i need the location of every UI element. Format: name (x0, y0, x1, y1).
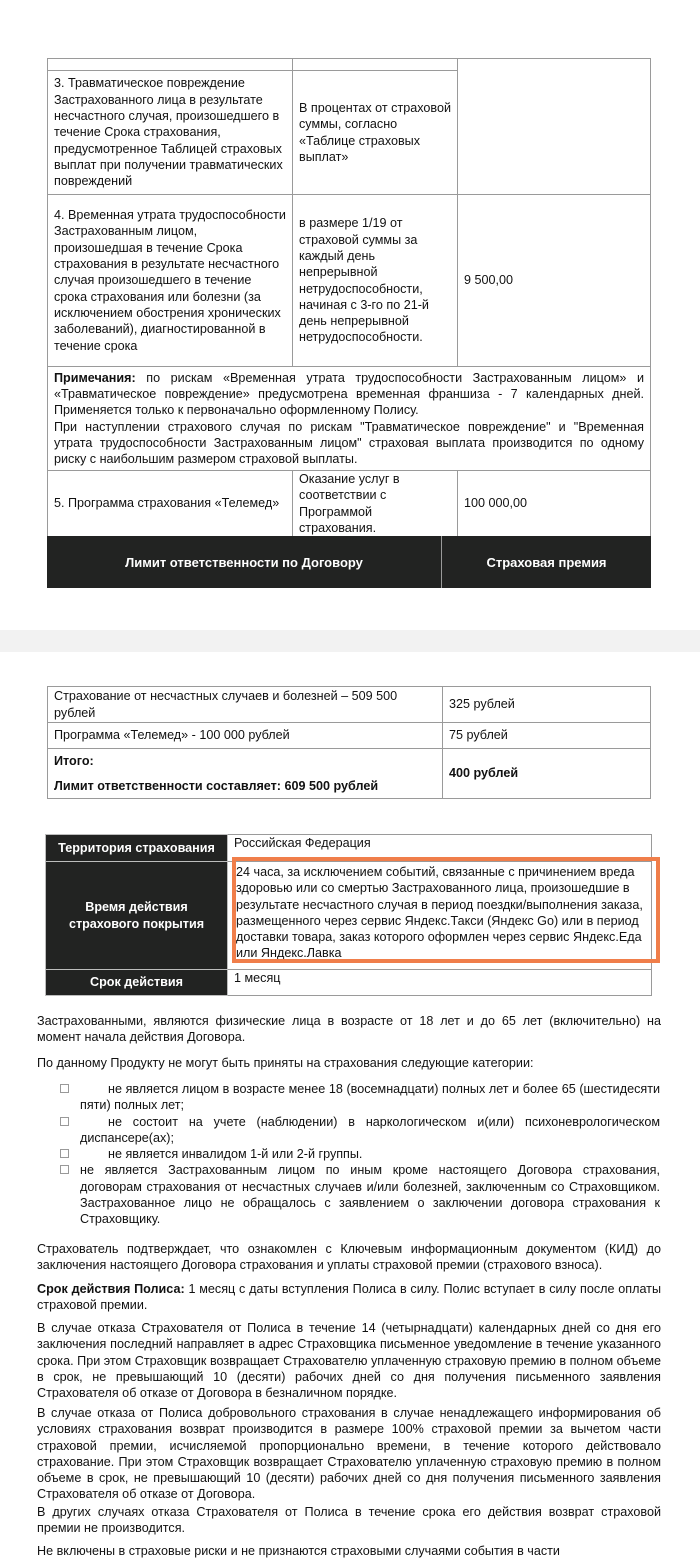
table-row (46, 862, 652, 970)
payout-cell: Оказание услуг в соответствии с Программой страхования. (293, 471, 458, 537)
coverage-value: 24 часа, за исключением событий, связанные с причинением вреда здоровью или со смертью Застрахованного лица, произошедшие в результате несчастного случая в период поездки/выполнения заказа, размещенного через сервис Яндекс.Такси (Яндекс Go) или в период доставки товара, заказ которого оформлен через сервис Яндекс.Еда или Яндекс.Лавка (228, 862, 652, 970)
term-label-bold: Срок действия Полиса: (37, 1282, 185, 1296)
total-label: Итого: (54, 753, 94, 768)
total-limit: Лимит ответственности составляет: 609 500 рублей (54, 779, 379, 793)
checkbox-icon (60, 1084, 69, 1093)
total-cell (48, 749, 443, 799)
paragraph-categories: По данному Продукту не могут быть приняты на страхования следующие категории: (37, 1056, 534, 1070)
payout-cell: В процентах от страховой суммы, согласно «Таблице страховых выплат» (293, 71, 458, 195)
list-item (60, 1114, 660, 1147)
table-cell (48, 59, 293, 71)
list-item-text: не является Застрахованным лицом по иным кроме настоящего Договора страхования, договорам страхования от несчастных случаев и/или болезней, заключенным со Страховщиком. Застрахованное лицо не обращалось с заявлением о заключении договора страхования к Страховщику. (80, 1163, 660, 1227)
list-item-text: не состоит на учете (наблюдении) в наркологическом и(или) психоневрологическом диспансере(ах); (80, 1114, 660, 1145)
notes-label: Примечания: (54, 370, 136, 385)
checkbox-icon (60, 1149, 69, 1158)
risk-cell: 3. Травматическое повреждение Застрахованного лица в результате несчастного случая, произошедшего в течение Срока страхования, предусмотренное Таблицей страховых выплат при получении травматических повреждений (48, 71, 293, 195)
premium-cell: 75 рублей (443, 723, 651, 749)
list-item (60, 1081, 660, 1114)
limit-header-bar (47, 536, 651, 588)
limit-header: Лимит ответственности по Договору (47, 536, 442, 588)
table-cell (458, 59, 651, 195)
term-text: 1 месяц с даты вступления Полиса в силу. Полис вступает в силу после оплаты страховой премии. (37, 1282, 661, 1313)
notes-text: по рискам «Временная утрата трудоспособности Застрахованным лицом» и «Травматическое повреждение» предусмотрена временная франшиза - 7 календарных дней. Применяется только к первоначально оформленному Полису. (54, 370, 644, 418)
exclusion-list (60, 1081, 660, 1228)
checkbox-icon (60, 1117, 69, 1126)
table-row (46, 970, 652, 996)
coverage-label: Время действия страхового покрытия (46, 862, 228, 970)
paragraph-no-refund: В других случаях отказа Страхователя от Полиса в течение срока его действия возврат страховой премии не производится. (37, 1505, 661, 1536)
premium-header: Страховая премия (486, 554, 607, 570)
risk-cell: 5. Программа страхования «Телемед» (48, 471, 293, 537)
total-row (48, 749, 651, 799)
payout-cell: в размере 1/19 от страховой суммы за каждый день непрерывной нетрудоспособности, начиная с 3-го по 21-й день непрерывной нетрудоспособности. (293, 195, 458, 367)
checkbox-icon (60, 1165, 69, 1174)
paragraph-refund-misinfo: В случае отказа от Полиса добровольного страхования в случае ненадлежащего информирования об условиях страхования возврат производится в размере 100% страховой премии за вычетом части страховой премии, исчисляемой пропорционально времени, в течение которого действовало страхование. При этом Страховщик возвращает Страхователю уплаченную страховую премию в полном объеме в срок, не превышающий 10 (десяти) рабочих дней со дня получения письменного заявления Страхователя об отказе от Договора. (37, 1406, 661, 1502)
list-item-text: не является инвалидом 1-й или 2-й группы. (108, 1147, 363, 1162)
table-row (48, 723, 651, 749)
total-premium: 400 рублей (443, 749, 651, 799)
table-row (48, 687, 651, 723)
risk-cell: 4. Временная утрата трудоспособности Застрахованным лицом, произошедшая в течение Срока страхования в результате несчастного случая произошедшего в течение срока страхования или болезни (за исключением обострения хронических заболеваний), диагностированной в течение срока (48, 195, 293, 367)
limit-cell: Страхование от несчастных случаев и болезней – 509 500 рублей (48, 687, 443, 723)
territory-label: Территория страхования (46, 835, 228, 862)
paragraph-kid: Страхователь подтверждает, что ознакомлен с Ключевым информационным документом (КИД) до заключения настоящего Договора страхования и уплаты страховой премии (страхового взноса). (37, 1242, 661, 1273)
page-separator (0, 630, 700, 652)
term-value: 1 месяц (228, 970, 652, 996)
coverage-table (47, 58, 651, 537)
limit-cell: Программа «Телемед» - 100 000 рублей (48, 723, 443, 749)
table-row (48, 471, 651, 537)
notes-text-2: При наступлении страхового случая по рискам "Травматическое повреждение" и "Временная утрата трудоспособности Застрахованным лицом" страховая выплата производится по одному риску с наибольшим размером страховой выплаты. (54, 419, 644, 467)
table-row (46, 835, 652, 862)
term-label: Срок действия (46, 970, 228, 996)
sum-cell: 100 000,00 (458, 471, 651, 537)
table-cell (293, 59, 458, 71)
terms-table (45, 834, 652, 996)
table-row (48, 195, 651, 367)
list-item-text: не является лицом в возрасте менее 18 (восемнадцати) полных лет и более 65 (шестидесяти пяти) полных лет; (80, 1082, 660, 1113)
premium-cell: 325 рублей (443, 687, 651, 723)
list-item (60, 1162, 660, 1227)
notes-row (48, 367, 651, 471)
paragraph-excluded: Не включены в страховые риски и не признаются страховыми случаями события в части (37, 1544, 560, 1558)
territory-value: Российская Федерация (228, 835, 652, 862)
sum-cell: 9 500,00 (458, 195, 651, 367)
premium-table (47, 686, 651, 799)
list-item (60, 1146, 660, 1162)
paragraph-refund-14: В случае отказа Страхователя от Полиса в течение 14 (четырнадцати) календарных дней со дня его заключения последний направляет в адрес Страховщика письменное уведомление в течение указанного срока. При этом Страховщик возвращает Страхователю уплаченную страховую премию в полном объеме в срок, не превышающий 10 (десяти) рабочих дней со дня получения письменного заявления Страхователя об отказе от Договора в безналичном порядке. (37, 1321, 661, 1401)
notes-cell (48, 367, 651, 471)
paragraph-insured: Застрахованными, являются физические лица в возрасте от 18 лет и до 65 лет (включительно) на момент начала действия Договора. (37, 1014, 661, 1045)
paragraph-term (37, 1281, 661, 1314)
